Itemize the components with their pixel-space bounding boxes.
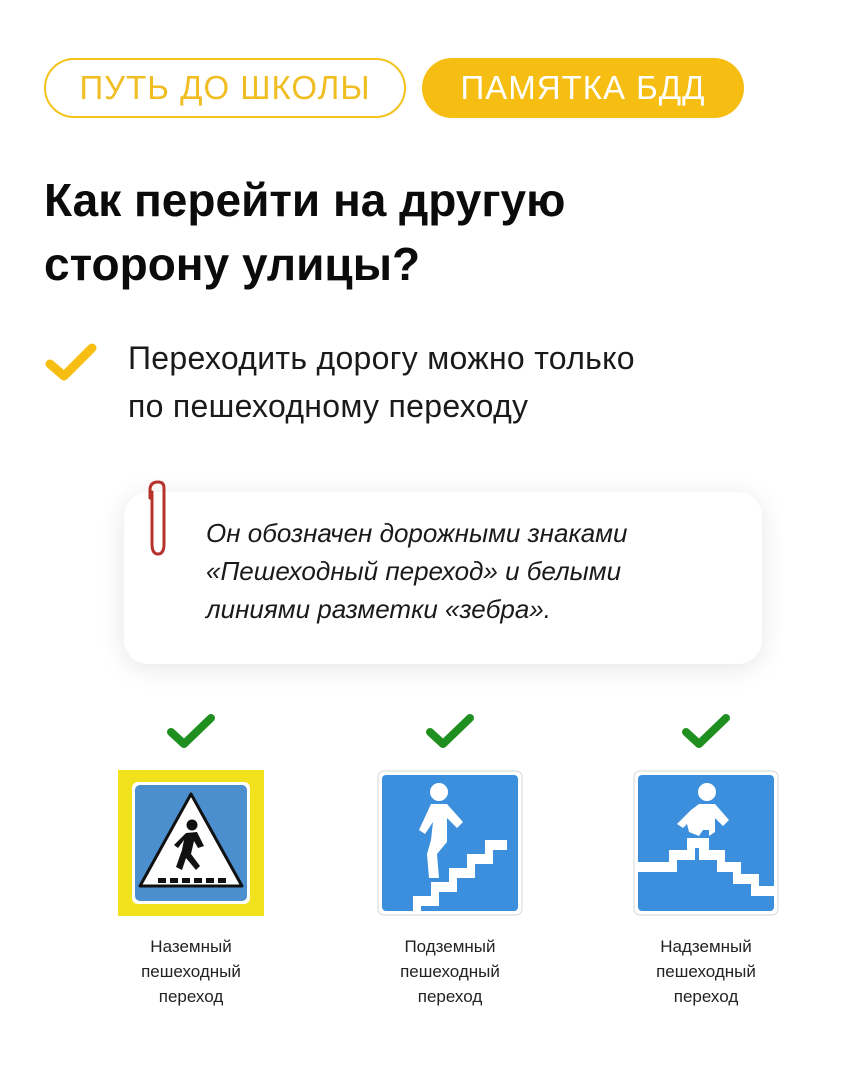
paperclip-icon — [142, 478, 174, 560]
page-title — [44, 168, 804, 296]
underground-crossing-sign-icon — [377, 770, 523, 916]
caption-line: пешеходный — [141, 962, 241, 981]
caption-line: Подземный — [404, 937, 496, 956]
tag-memo-label: ПАМЯТКА БДД — [460, 69, 706, 106]
sign-caption — [71, 934, 311, 1009]
sign-card-underground-crossing — [330, 712, 570, 1009]
green-check-icon — [166, 712, 216, 752]
caption-line: переход — [158, 987, 224, 1006]
caption-line: переход — [673, 987, 739, 1006]
rule-text — [128, 334, 828, 430]
note-text — [206, 514, 746, 628]
overhead-crossing-sign-icon — [633, 770, 779, 916]
green-check-icon — [425, 712, 475, 752]
title-line-1: Как перейти на другую — [44, 174, 566, 226]
sign-caption — [586, 934, 826, 1009]
note-line-2: «Пешеходный переход» и белыми — [206, 556, 622, 586]
caption-line: переход — [417, 987, 483, 1006]
caption-line: пешеходный — [656, 962, 756, 981]
pedestrian-crossing-sign-icon — [118, 770, 264, 916]
sign-card-overhead-crossing — [586, 712, 826, 1009]
note-line-3: линиями разметки «зебра». — [206, 594, 551, 624]
sign-caption — [330, 934, 570, 1009]
tag-route-to-school — [44, 58, 406, 118]
caption-line: пешеходный — [400, 962, 500, 981]
title-line-2: сторону улицы? — [44, 238, 421, 290]
tag-traffic-memo — [422, 58, 744, 118]
note-card — [124, 492, 762, 664]
caption-line: Надземный — [660, 937, 752, 956]
caption-line: Наземный — [150, 937, 232, 956]
yellow-check-icon — [44, 340, 98, 384]
sign-card-ground-crossing — [71, 712, 311, 1009]
note-line-1: Он обозначен дорожными знаками — [206, 518, 628, 548]
rule-line-2: по пешеходному переходу — [128, 388, 529, 424]
rule-line-1: Переходить дорогу можно только — [128, 340, 635, 376]
tag-route-label: ПУТЬ ДО ШКОЛЫ — [79, 69, 371, 106]
green-check-icon — [681, 712, 731, 752]
